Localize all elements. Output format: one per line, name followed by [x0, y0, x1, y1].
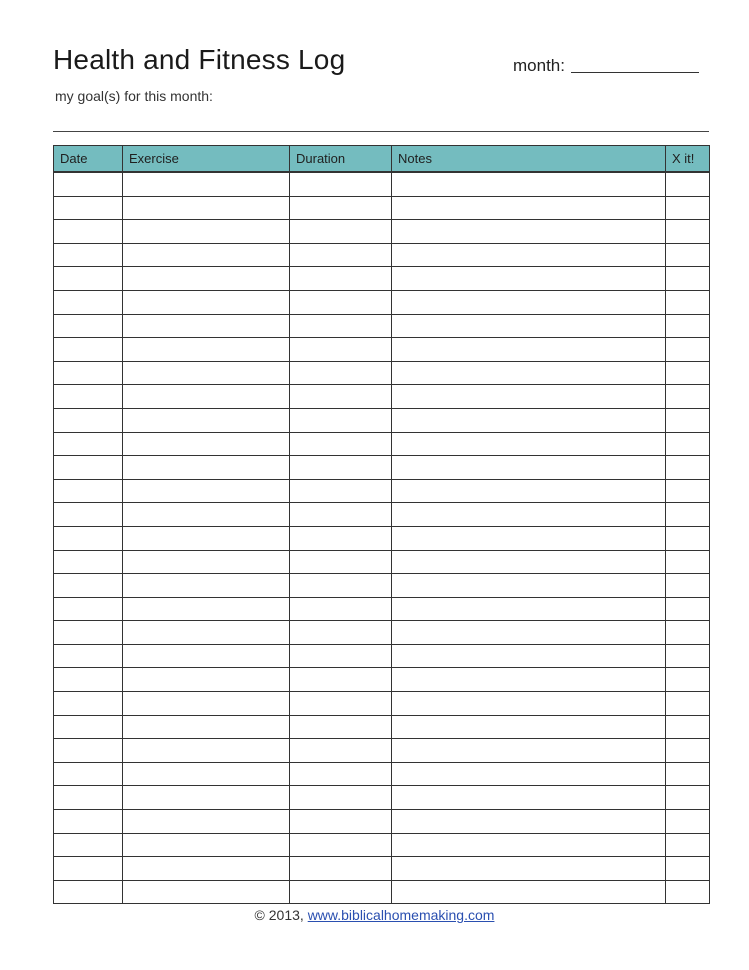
exercise-cell[interactable] [123, 503, 290, 527]
date-cell[interactable] [54, 385, 123, 409]
date-cell[interactable] [54, 644, 123, 668]
duration-cell[interactable] [290, 550, 392, 574]
exercise-cell[interactable] [123, 243, 290, 267]
exercise-cell[interactable] [123, 479, 290, 503]
duration-cell[interactable] [290, 739, 392, 763]
goal-label: my goal(s) for this month: [55, 88, 213, 104]
date-cell[interactable] [54, 810, 123, 834]
duration-cell[interactable] [290, 314, 392, 338]
duration-cell[interactable] [290, 597, 392, 621]
exercise-cell[interactable] [123, 715, 290, 739]
notes-cell[interactable] [392, 172, 666, 196]
exercise-cell[interactable] [123, 526, 290, 550]
notes-cell[interactable] [392, 432, 666, 456]
duration-cell[interactable] [290, 621, 392, 645]
table-row [54, 267, 710, 291]
duration-cell[interactable] [290, 668, 392, 692]
duration-cell[interactable] [290, 762, 392, 786]
notes-cell[interactable] [392, 574, 666, 598]
notes-cell[interactable] [392, 762, 666, 786]
duration-cell[interactable] [290, 408, 392, 432]
x-it-cell[interactable] [666, 692, 710, 716]
notes-cell[interactable] [392, 857, 666, 881]
x-it-cell[interactable] [666, 715, 710, 739]
table-row [54, 644, 710, 668]
date-cell[interactable] [54, 786, 123, 810]
exercise-cell[interactable] [123, 739, 290, 763]
x-it-cell[interactable] [666, 597, 710, 621]
x-it-cell[interactable] [666, 880, 710, 904]
exercise-cell[interactable] [123, 456, 290, 480]
date-cell[interactable] [54, 408, 123, 432]
x-it-cell[interactable] [666, 479, 710, 503]
table-row [54, 526, 710, 550]
notes-cell[interactable] [392, 220, 666, 244]
x-it-cell[interactable] [666, 456, 710, 480]
x-it-cell[interactable] [666, 361, 710, 385]
table-row [54, 574, 710, 598]
x-it-cell[interactable] [666, 314, 710, 338]
footer [0, 907, 749, 923]
notes-cell[interactable] [392, 503, 666, 527]
duration-cell[interactable] [290, 243, 392, 267]
copyright-text: © 2013, [254, 907, 304, 923]
date-cell[interactable] [54, 668, 123, 692]
exercise-cell[interactable] [123, 290, 290, 314]
date-cell[interactable] [54, 857, 123, 881]
table-row [54, 715, 710, 739]
duration-cell[interactable] [290, 479, 392, 503]
x-it-cell[interactable] [666, 857, 710, 881]
duration-cell[interactable] [290, 361, 392, 385]
notes-cell[interactable] [392, 526, 666, 550]
notes-cell[interactable] [392, 361, 666, 385]
x-it-cell[interactable] [666, 574, 710, 598]
date-cell[interactable] [54, 479, 123, 503]
exercise-cell[interactable] [123, 597, 290, 621]
exercise-cell[interactable] [123, 338, 290, 362]
date-cell[interactable] [54, 314, 123, 338]
x-it-cell[interactable] [666, 267, 710, 291]
duration-cell[interactable] [290, 196, 392, 220]
date-cell[interactable] [54, 692, 123, 716]
table-row [54, 456, 710, 480]
table-row [54, 668, 710, 692]
table-row [54, 786, 710, 810]
exercise-cell[interactable] [123, 833, 290, 857]
table-row [54, 290, 710, 314]
duration-cell[interactable] [290, 456, 392, 480]
notes-cell[interactable] [392, 267, 666, 291]
notes-cell[interactable] [392, 196, 666, 220]
duration-cell[interactable] [290, 692, 392, 716]
date-cell[interactable] [54, 715, 123, 739]
duration-cell[interactable] [290, 644, 392, 668]
date-cell[interactable] [54, 503, 123, 527]
exercise-cell[interactable] [123, 880, 290, 904]
month-input-line[interactable] [571, 71, 699, 73]
website-link[interactable]: www.biblicalhomemaking.com [307, 907, 495, 923]
notes-cell[interactable] [392, 715, 666, 739]
exercise-cell[interactable] [123, 361, 290, 385]
duration-cell[interactable] [290, 338, 392, 362]
table-row [54, 432, 710, 456]
x-it-cell[interactable] [666, 786, 710, 810]
notes-cell[interactable] [392, 621, 666, 645]
x-it-cell[interactable] [666, 668, 710, 692]
table-row [54, 479, 710, 503]
x-it-cell[interactable] [666, 762, 710, 786]
table-row [54, 338, 710, 362]
x-it-cell[interactable] [666, 290, 710, 314]
x-it-cell[interactable] [666, 550, 710, 574]
date-cell[interactable] [54, 361, 123, 385]
date-cell[interactable] [54, 762, 123, 786]
notes-cell[interactable] [392, 692, 666, 716]
exercise-cell[interactable] [123, 267, 290, 291]
date-cell[interactable] [54, 739, 123, 763]
exercise-cell[interactable] [123, 408, 290, 432]
notes-cell[interactable] [392, 479, 666, 503]
goal-input-line[interactable] [53, 131, 709, 132]
table-row [54, 220, 710, 244]
exercise-cell[interactable] [123, 762, 290, 786]
month-field[interactable] [513, 56, 699, 76]
column-header-notes: Notes [392, 146, 666, 173]
exercise-cell[interactable] [123, 550, 290, 574]
x-it-cell[interactable] [666, 739, 710, 763]
notes-cell[interactable] [392, 597, 666, 621]
date-cell[interactable] [54, 267, 123, 291]
table-row [54, 408, 710, 432]
column-header-date: Date [54, 146, 123, 173]
table-row [54, 361, 710, 385]
x-it-cell[interactable] [666, 833, 710, 857]
table-row [54, 172, 710, 196]
notes-cell[interactable] [392, 810, 666, 834]
table-row [54, 314, 710, 338]
exercise-cell[interactable] [123, 220, 290, 244]
x-it-cell[interactable] [666, 338, 710, 362]
exercise-cell[interactable] [123, 196, 290, 220]
x-it-cell[interactable] [666, 385, 710, 409]
duration-cell[interactable] [290, 503, 392, 527]
exercise-cell[interactable] [123, 385, 290, 409]
notes-cell[interactable] [392, 314, 666, 338]
x-it-cell[interactable] [666, 432, 710, 456]
x-it-cell[interactable] [666, 503, 710, 527]
x-it-cell[interactable] [666, 810, 710, 834]
notes-cell[interactable] [392, 243, 666, 267]
duration-cell[interactable] [290, 833, 392, 857]
x-it-cell[interactable] [666, 196, 710, 220]
duration-cell[interactable] [290, 432, 392, 456]
notes-cell[interactable] [392, 385, 666, 409]
notes-cell[interactable] [392, 644, 666, 668]
table-row [54, 196, 710, 220]
x-it-cell[interactable] [666, 243, 710, 267]
date-cell[interactable] [54, 196, 123, 220]
date-cell[interactable] [54, 550, 123, 574]
x-it-cell[interactable] [666, 621, 710, 645]
notes-cell[interactable] [392, 739, 666, 763]
notes-cell[interactable] [392, 668, 666, 692]
notes-cell[interactable] [392, 880, 666, 904]
exercise-cell[interactable] [123, 432, 290, 456]
x-it-cell[interactable] [666, 408, 710, 432]
table-row [54, 739, 710, 763]
date-cell[interactable] [54, 574, 123, 598]
notes-cell[interactable] [392, 550, 666, 574]
table-row [54, 833, 710, 857]
x-it-cell[interactable] [666, 526, 710, 550]
exercise-cell[interactable] [123, 621, 290, 645]
notes-cell[interactable] [392, 290, 666, 314]
duration-cell[interactable] [290, 290, 392, 314]
table-row [54, 692, 710, 716]
exercise-cell[interactable] [123, 810, 290, 834]
duration-cell[interactable] [290, 220, 392, 244]
duration-cell[interactable] [290, 172, 392, 196]
date-cell[interactable] [54, 526, 123, 550]
exercise-cell[interactable] [123, 314, 290, 338]
date-cell[interactable] [54, 172, 123, 196]
month-label: month: [513, 56, 565, 75]
duration-cell[interactable] [290, 267, 392, 291]
table-body [54, 172, 710, 904]
date-cell[interactable] [54, 432, 123, 456]
duration-cell[interactable] [290, 857, 392, 881]
table-row [54, 857, 710, 881]
date-cell[interactable] [54, 220, 123, 244]
duration-cell[interactable] [290, 526, 392, 550]
notes-cell[interactable] [392, 456, 666, 480]
table-row [54, 597, 710, 621]
table-row [54, 880, 710, 904]
exercise-cell[interactable] [123, 692, 290, 716]
exercise-cell[interactable] [123, 668, 290, 692]
date-cell[interactable] [54, 880, 123, 904]
exercise-cell[interactable] [123, 644, 290, 668]
date-cell[interactable] [54, 833, 123, 857]
notes-cell[interactable] [392, 786, 666, 810]
duration-cell[interactable] [290, 385, 392, 409]
exercise-cell[interactable] [123, 574, 290, 598]
date-cell[interactable] [54, 621, 123, 645]
column-header-duration: Duration [290, 146, 392, 173]
x-it-cell[interactable] [666, 172, 710, 196]
notes-cell[interactable] [392, 408, 666, 432]
duration-cell[interactable] [290, 810, 392, 834]
duration-cell[interactable] [290, 715, 392, 739]
column-header-x-it: X it! [666, 146, 710, 173]
exercise-cell[interactable] [123, 172, 290, 196]
table-row [54, 621, 710, 645]
exercise-cell[interactable] [123, 786, 290, 810]
table-row [54, 503, 710, 527]
date-cell[interactable] [54, 597, 123, 621]
date-cell[interactable] [54, 290, 123, 314]
notes-cell[interactable] [392, 338, 666, 362]
page-title: Health and Fitness Log [53, 44, 346, 75]
fitness-log-table [53, 145, 710, 904]
table-row [54, 385, 710, 409]
column-header-exercise: Exercise [123, 146, 290, 173]
duration-cell[interactable] [290, 574, 392, 598]
table-row [54, 810, 710, 834]
date-cell[interactable] [54, 243, 123, 267]
x-it-cell[interactable] [666, 220, 710, 244]
exercise-cell[interactable] [123, 857, 290, 881]
duration-cell[interactable] [290, 786, 392, 810]
table-header-row [54, 146, 710, 173]
notes-cell[interactable] [392, 833, 666, 857]
table-row [54, 243, 710, 267]
date-cell[interactable] [54, 338, 123, 362]
duration-cell[interactable] [290, 880, 392, 904]
table-row [54, 550, 710, 574]
table-row [54, 762, 710, 786]
x-it-cell[interactable] [666, 644, 710, 668]
date-cell[interactable] [54, 456, 123, 480]
